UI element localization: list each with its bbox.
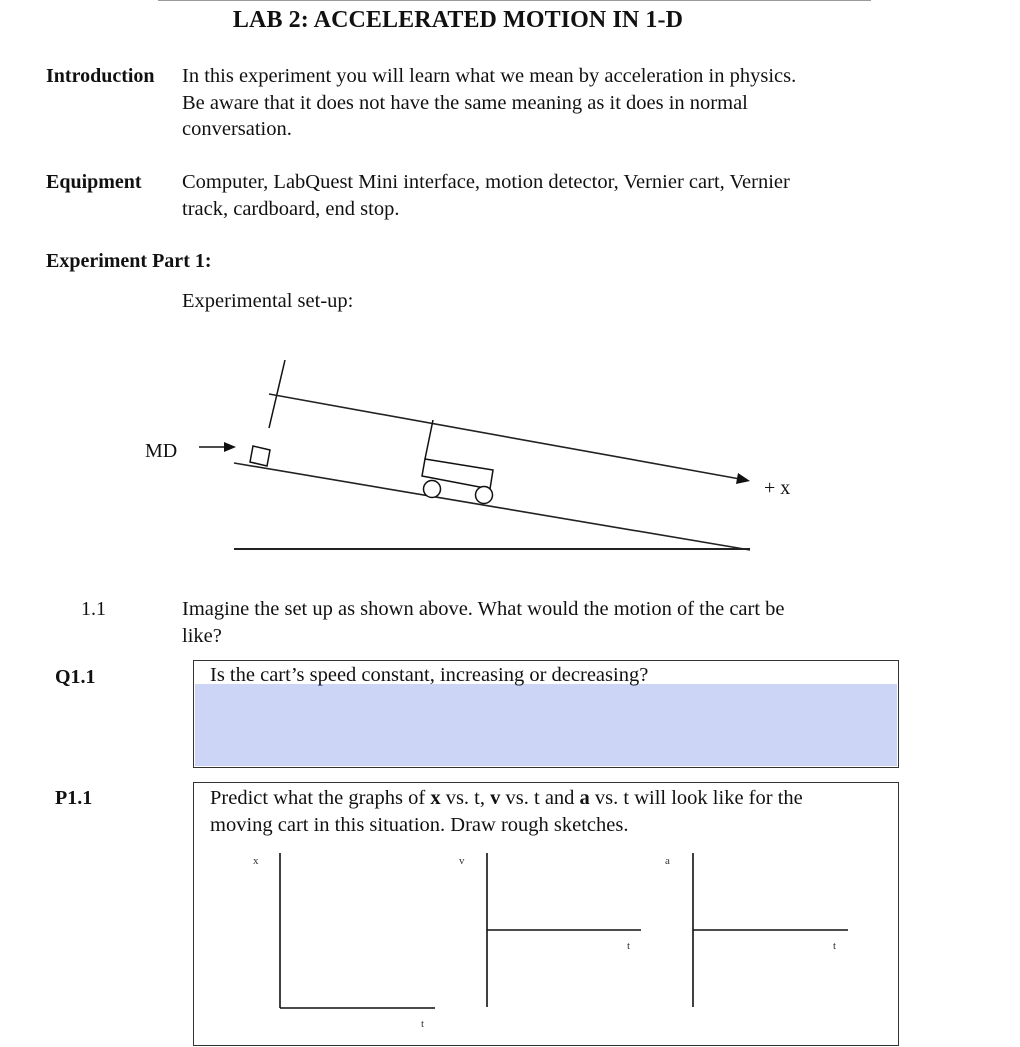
x-vs-t-axes[interactable] — [253, 853, 435, 1030]
page-title: LAB 2: ACCELERATED MOTION IN 1-D — [232, 7, 684, 33]
experiment-part1-heading: Experiment Part 1: — [46, 250, 212, 272]
introduction-label: Introduction — [46, 65, 155, 87]
prompt-x-bold: x — [430, 787, 441, 809]
md-label: MD — [145, 440, 178, 462]
v-axis-y-label: v — [459, 855, 465, 867]
prompt-text: vs. t will look like for the — [589, 787, 803, 809]
p1-1-prompt-line — [210, 785, 890, 812]
prompt-text: Predict what the graphs of — [210, 787, 431, 809]
equipment-label: Equipment — [46, 171, 142, 193]
prompt-text: vs. t and — [500, 787, 580, 809]
equipment-line: track, cardboard, end stop. — [182, 197, 400, 220]
introduction-line: conversation. — [182, 118, 292, 140]
introduction-line: In this experiment you will learn what we mean by acceleration in physics. — [182, 65, 797, 87]
equipment-line: Computer, LabQuest Mini interface, motion detector, Vernier cart, Vernier — [182, 171, 790, 193]
v-axis-t-label: t — [627, 940, 631, 952]
prompt-text: vs. t, — [440, 787, 491, 809]
q1-1-label: Q1.1 — [55, 666, 96, 688]
setup-label: Experimental set-up: — [182, 290, 354, 312]
prompt-a-bold: a — [579, 787, 590, 809]
step-1-1-number: 1.1 — [81, 598, 106, 620]
md-arrow-icon — [199, 442, 236, 452]
prompt-v-bold: v — [490, 787, 501, 809]
step-1-1-text — [182, 596, 902, 649]
step-1-1-line: like? — [182, 624, 222, 647]
q1-1-answer-field[interactable] — [195, 684, 897, 766]
positive-x-arrow-icon — [269, 394, 750, 484]
q1-1-box — [193, 660, 899, 768]
sketch-axes[interactable] — [0, 840, 1020, 1047]
a-axis-y-label: a — [665, 855, 670, 867]
p1-1-prompt — [210, 785, 890, 839]
a-vs-t-axes[interactable] — [665, 853, 848, 1007]
introduction-line: Be aware that it does not have the same meaning as it does in normal — [182, 91, 748, 114]
motion-detector-icon — [250, 446, 270, 466]
x-axis-y-label: x — [253, 855, 259, 867]
positive-x-label: + x — [764, 477, 791, 499]
x-axis-t-label: t — [421, 1018, 425, 1030]
a-axis-t-label: t — [833, 940, 837, 952]
v-vs-t-axes[interactable] — [459, 853, 641, 1007]
p1-1-prompt-line: moving cart in this situation. Draw rough sketches. — [210, 814, 629, 836]
step-1-1-line: Imagine the set up as shown above. What would the motion of the cart be — [182, 598, 785, 620]
q1-1-question: Is the cart’s speed constant, increasing or decreasing? — [210, 664, 649, 686]
p1-1-label: P1.1 — [55, 787, 93, 809]
